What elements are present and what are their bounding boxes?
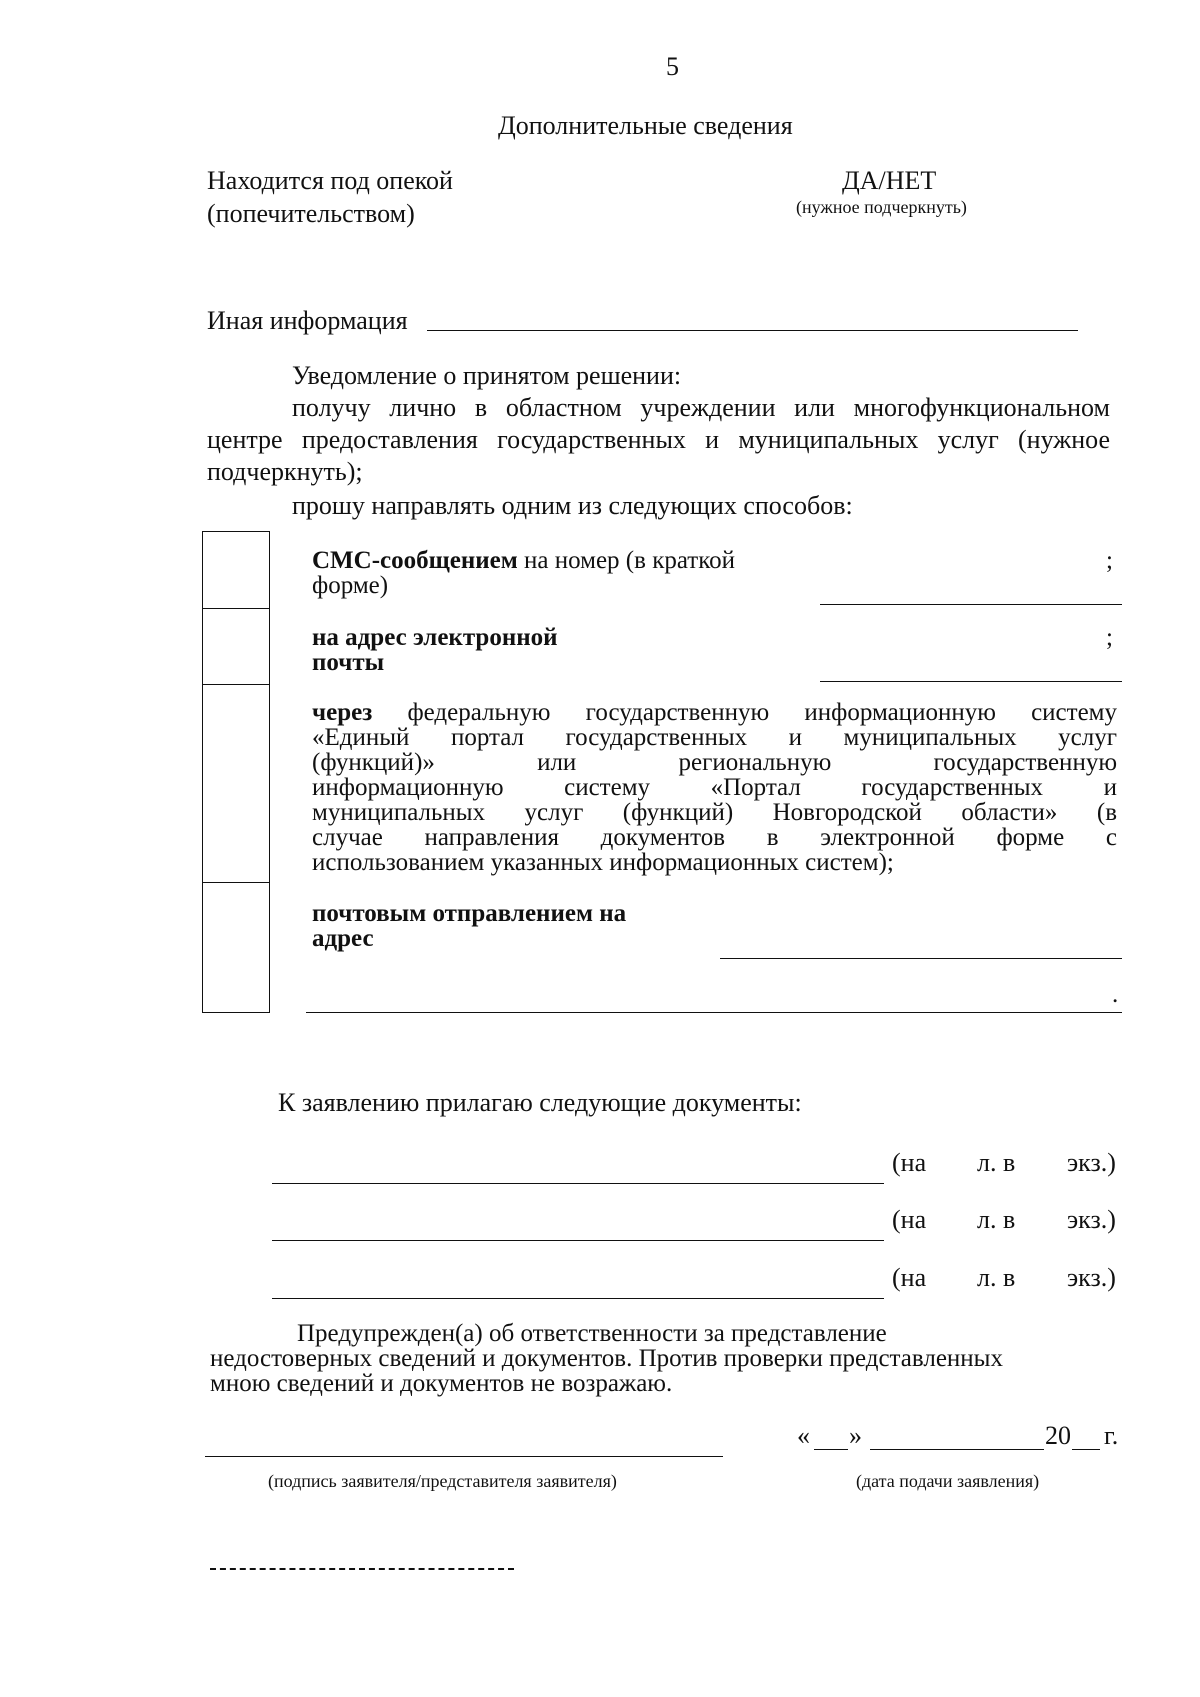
warning-line3: мною сведений и документов не возражаю. [210,1370,673,1397]
method-portal-line1-rest: федеральную государственную информационную систему [372,699,1117,726]
method-portal-line3: (функций)» или региональную государственную [312,749,1117,776]
method-portal-line6: случае направления документов в электронной форме с [312,824,1117,851]
method-post-line2: адрес [312,925,374,952]
attachment-na: (на [892,1205,927,1234]
date-caption: (дата подачи заявления) [856,1471,1040,1491]
guardianship-label-line2: (попечительством) [207,199,415,228]
method-sms-bold: СМС-сообщением [312,547,518,574]
method-email-line2: почты [312,649,385,676]
attachments-intro: К заявлению прилагаю следующие документы: [278,1088,802,1117]
checkbox-post[interactable] [203,883,269,1012]
footnote-separator [210,1568,514,1570]
signature-field[interactable] [205,1456,723,1457]
method-portal-bold: через [312,699,373,726]
other-info-label: Иная информация [207,306,408,335]
attachment-field[interactable] [272,1183,884,1184]
guardianship-choice-note: (нужное подчеркнуть) [796,197,967,217]
checkbox-email[interactable] [203,609,269,684]
method-email-line1: на адрес электронной [312,624,558,651]
option-personal-line1: получу лично в областном учреждении или многофункциональном [292,393,1110,422]
post-address-field-2[interactable] [306,1012,1122,1013]
other-info-field[interactable] [427,330,1078,331]
method-post-end: . [1112,981,1119,1008]
method-email-end: ; [1106,624,1113,651]
date-day-field[interactable] [814,1449,848,1450]
option-personal-line3: подчеркнуть); [207,457,363,486]
method-sms-line1 [312,548,735,573]
method-sms-end: ; [1106,547,1113,574]
date-year-field[interactable] [1072,1449,1100,1450]
method-portal-line7: использованием указанных информационных систем); [312,849,894,876]
date-open-quote: « [797,1421,810,1450]
date-year-suffix: г. [1104,1421,1119,1450]
method-sms-rest: на номер (в краткой [517,547,735,574]
checkbox-portal[interactable] [203,685,269,882]
warning-line2: недостоверных сведений и документов. Против проверки представленных [210,1345,1003,1372]
sms-phone-field[interactable] [820,604,1122,605]
email-address-field[interactable] [820,681,1122,682]
date-close-quote: » [849,1421,862,1450]
attachment-sheets: л. в [977,1263,1016,1292]
attachment-sheets: л. в [977,1148,1016,1177]
option-personal-line2: центре предоставления государственных и муниципальных услуг (нужное [207,425,1110,454]
notification-title: Уведомление о принятом решении: [292,361,682,390]
attachment-copies: экз.) [1067,1263,1116,1292]
method-portal-line4: информационную систему «Портал государственных и [312,774,1117,801]
guardianship-choice[interactable]: ДА/НЕТ [842,166,937,195]
date-year-prefix: 20 [1045,1421,1071,1450]
attachment-copies: экз.) [1067,1148,1116,1177]
post-address-field[interactable] [720,958,1122,959]
method-portal-line5: муниципальных услуг (функций) Новгородской области» (в [312,799,1117,826]
section-title: Дополнительные сведения [498,111,793,140]
method-sms-line2: форме) [312,572,389,599]
page-number: 5 [666,52,679,81]
attachment-copies: экз.) [1067,1205,1116,1234]
warning-line1: Предупрежден(а) об ответственности за представление [297,1320,887,1347]
signature-caption: (подпись заявителя/представителя заявителя) [268,1471,617,1491]
methods-intro: прошу направлять одним из следующих способов: [292,491,853,520]
method-portal-line1 [312,700,1117,725]
attachment-field[interactable] [272,1298,884,1299]
attachment-na: (на [892,1148,927,1177]
attachment-na: (на [892,1263,927,1292]
date-month-field[interactable] [870,1449,1044,1450]
method-portal-line2: «Единый портал государственных и муниципальных услуг [312,724,1117,751]
checkbox-sms[interactable] [203,532,269,608]
guardianship-label-line1: Находится под опекой [207,166,453,195]
method-post-line1: почтовым отправлением на [312,900,627,927]
attachment-field[interactable] [272,1240,884,1241]
attachment-sheets: л. в [977,1205,1016,1234]
